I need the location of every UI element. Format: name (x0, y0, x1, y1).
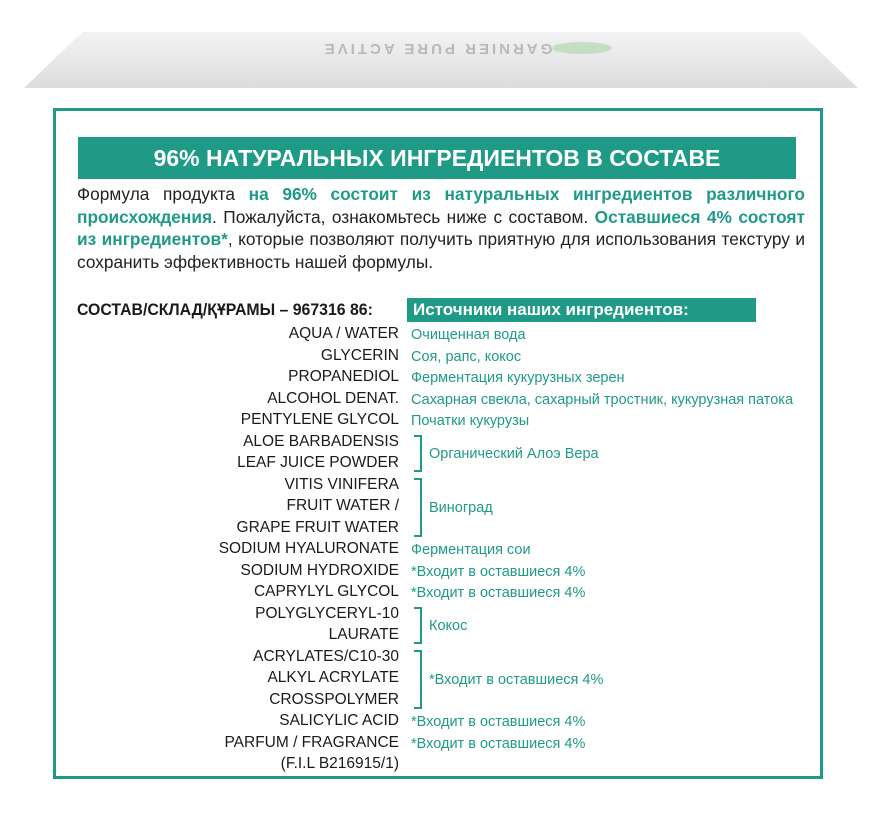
ingredient-name: LEAF JUICE POWDER (237, 454, 399, 471)
ingredient-name: SODIUM HYALURONATE (218, 540, 399, 557)
intro-paragraph (77, 183, 805, 273)
ingredient-name: ALKYL ACRYLATE (267, 669, 399, 686)
ingredient-source: Початки кукурузы (411, 413, 530, 429)
ingredient-source: Ферментация кукурузных зерен (411, 370, 625, 386)
formula-code: (F.I.L B216915/1) (280, 755, 399, 772)
ingredient-source: *Входит в оставшиеся 4% (411, 563, 586, 580)
ingredient-name: AQUA / WATER (288, 325, 399, 342)
ingredient-source: Кокос (429, 618, 468, 635)
ingredient-source: Сахарная свекла, сахарный тростник, кукурузная патока (411, 391, 794, 408)
ingredient-name: CROSSPOLYMER (269, 690, 399, 708)
ingredient-name: SALICYLIC ACID (279, 712, 399, 729)
composition-title: СОСТАВ/СКЛАД/ҚҰРАМЫ – 967316 86: (77, 301, 373, 319)
group-bracket (414, 650, 422, 709)
ingredient-source: Соя, рапс, кокос (411, 348, 522, 365)
ingredient-name: GRAPE FRUIT WATER (236, 518, 399, 536)
ingredient-name: PARFUM / FRAGRANCE (224, 733, 399, 751)
intro-text-1: Формула продукта (77, 184, 249, 204)
natural-ingredients-banner: 96% НАТУРАЛЬНЫХ ИНГРЕДИЕНТОВ В СОСТАВЕ (78, 137, 796, 179)
ingredient-name: SODIUM HYDROXIDE (240, 561, 399, 579)
intro-highlight-1: на 96% состоит из натуральных ингредиентов различного происхождения (77, 184, 805, 227)
ingredient-source: Виноград (429, 500, 493, 516)
ingredients-panel (53, 108, 823, 779)
ingredient-source: Очищенная вода (411, 327, 526, 343)
ingredient-name: PROPANEDIOL (288, 368, 399, 385)
ingredient-source: Ферментация сои (411, 542, 531, 558)
ingredient-name: CAPRYLYL GLYCOL (253, 583, 399, 600)
ingredient-name: FRUIT WATER / (286, 497, 399, 514)
ingredient-source: *Входит в оставшиеся 4% (411, 735, 586, 752)
ingredient-source: *Входит в оставшиеся 4% (411, 714, 586, 730)
ingredient-source: Органический Алоэ Вера (429, 446, 599, 463)
ingredient-name: GLYCERIN (320, 346, 399, 364)
ingredient-name: ALCOHOL DENAT. (267, 389, 399, 407)
intro-highlight-2: Оставшиеся 4% состоят из ингредиентов* (77, 206, 805, 249)
ingredient-name: ACRYLATES/C10-30 (253, 647, 399, 665)
group-bracket (414, 607, 422, 645)
ingredient-name: VITIS VINIFERA (284, 475, 399, 493)
intro-text-2: . Пожалуйста, ознакомьтесь ниже с составом. (212, 206, 595, 227)
sources-title: Источники наших ингредиентов: (407, 298, 756, 322)
group-bracket (414, 478, 422, 537)
intro-text-3: , которые позволяют получить приятную для использования текстуру и сохранить эффективность нашей формулы. (77, 229, 805, 272)
ingredient-name: LAURATE (328, 626, 399, 643)
ingredient-name: POLYGLYCERYL-10 (255, 604, 399, 622)
leaf-logo-icon (552, 42, 612, 54)
lid-brand-text: GARNIER PURE ACTIVE (321, 40, 553, 57)
group-bracket (414, 435, 422, 473)
ingredient-source: *Входит в оставшиеся 4% (429, 672, 604, 688)
ingredient-source: *Входит в оставшиеся 4% (411, 585, 586, 601)
ingredient-name: PENTYLENE GLYCOL (240, 411, 399, 428)
ingredient-name: ALOE BARBADENSIS (243, 432, 399, 450)
